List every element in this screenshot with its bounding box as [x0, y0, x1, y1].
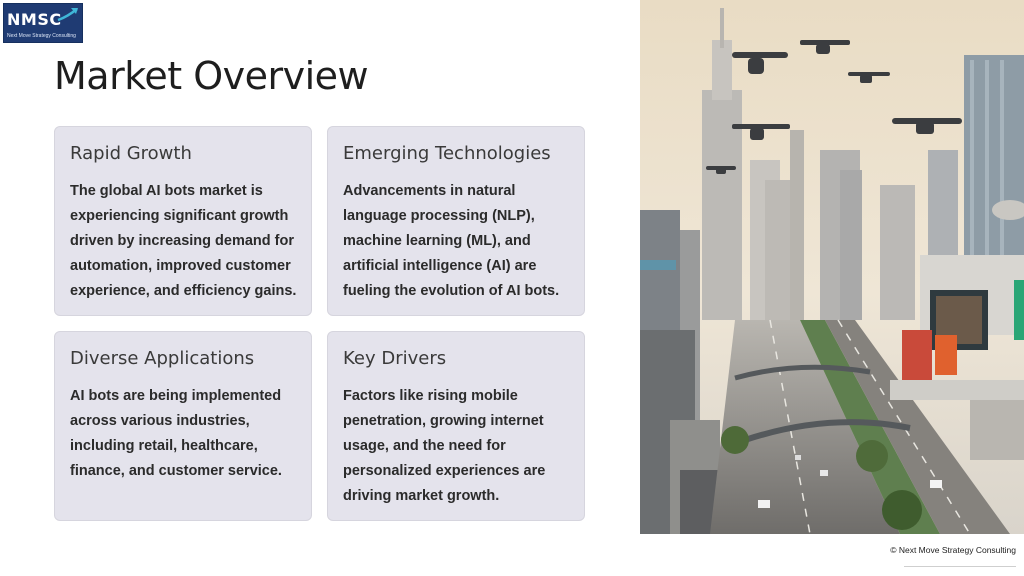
card-text: Advancements in natural language processing (NLP), machine learning (ML), and artificial intelligence (AI) are fueling the evolution of AI bots.: [343, 183, 560, 299]
card-key-drivers: [327, 331, 585, 521]
card-text: Factors like rising mobile penetration, growing internet usage, and the need for personalized experiences are driving market growth.: [343, 388, 546, 504]
card-title: Key Drivers: [343, 348, 447, 369]
logo-arrow-icon: [57, 7, 79, 21]
logo-text: NMSC: [7, 10, 62, 29]
logo-subtext: Next Move Strategy Consulting: [7, 33, 76, 39]
card-title: Emerging Technologies: [343, 143, 551, 164]
copyright-text: © Next Move Strategy Consulting: [890, 545, 1016, 555]
city-drones-image: [640, 0, 1024, 534]
card-title: Diverse Applications: [70, 348, 255, 369]
card-text: AI bots are being implemented across various industries, including retail, healthcare, finance, and customer service.: [70, 388, 282, 479]
card-title: Rapid Growth: [70, 143, 192, 164]
footer-divider: [904, 566, 1016, 567]
page-title: Market Overview: [54, 54, 369, 98]
card-diverse-applications: [54, 331, 312, 521]
company-logo: [3, 3, 83, 43]
card-text: The global AI bots market is experiencing significant growth driven by increasing demand for automation, improved customer experience, and efficiency gains.: [70, 183, 297, 299]
card-emerging-technologies: [327, 126, 585, 316]
city-illustration: [640, 0, 1024, 534]
card-rapid-growth: [54, 126, 312, 316]
